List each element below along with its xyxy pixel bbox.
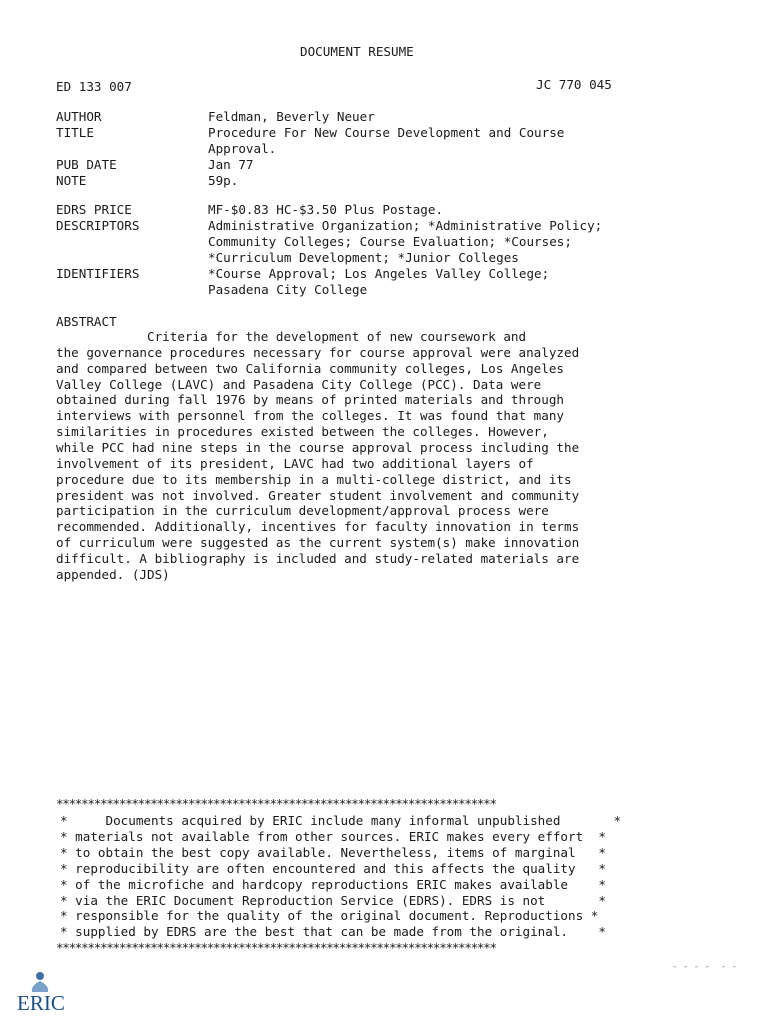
jc-number: JC 770 045: [536, 77, 612, 92]
eric-logo-text: ERIC: [17, 991, 65, 1015]
field-descriptors: [56, 218, 602, 234]
scan-mark: - - - - - -: [672, 962, 738, 972]
field-value: Administrative Organization; *Administrative Policy;: [208, 218, 603, 233]
field-identifiers: [56, 266, 549, 282]
field-edrs-price: [56, 202, 443, 218]
abstract-line: recommended. Additionally, incentives for faculty innovation in terms: [56, 519, 580, 534]
field-descriptors-cont: [56, 234, 572, 250]
field-note: [56, 173, 238, 189]
abstract-line: difficult. A bibliography is included and study-related materials are: [56, 551, 580, 566]
field-value: *Course Approval; Los Angeles Valley College;: [208, 266, 550, 281]
abstract-line: president was not involved. Greater student involvement and community: [56, 488, 580, 503]
disclaimer-line: * responsible for the quality of the original document. Reproductions *: [60, 908, 599, 923]
field-label: NOTE: [56, 173, 87, 188]
abstract-line: of curriculum were suggested as the current system(s) make innovation: [56, 535, 580, 550]
abstract-line: interviews with personnel from the colleges. It was found that many: [56, 408, 564, 423]
field-title: [56, 125, 564, 141]
field-value: Procedure For New Course Development and Course: [208, 125, 565, 140]
field-title-cont: [56, 141, 276, 157]
field-identifiers-cont: [56, 282, 367, 298]
field-label: PUB DATE: [56, 157, 117, 172]
disclaimer-line: * materials not available from other sources. ERIC makes every effort *: [60, 829, 606, 844]
field-author: [56, 109, 375, 125]
field-value: Feldman, Beverly Neuer: [208, 109, 375, 124]
field-value: Pasadena City College: [208, 282, 368, 297]
eric-logo: [14, 970, 66, 1016]
disclaimer-line: * of the microfiche and hardcopy reproductions ERIC makes available *: [60, 877, 606, 892]
field-value: 59p.: [208, 173, 239, 188]
disclaimer-line: * Documents acquired by ERIC include many informal unpublished *: [60, 813, 622, 828]
field-label: AUTHOR: [56, 109, 102, 124]
field-value: *Curriculum Development; *Junior Colleges: [208, 250, 519, 265]
disclaimer-border-top: **********************************************************************: [56, 796, 496, 811]
field-label: TITLE: [56, 125, 94, 140]
field-label: DESCRIPTORS: [56, 218, 140, 233]
field-label: EDRS PRICE: [56, 202, 132, 217]
field-label: IDENTIFIERS: [56, 266, 140, 281]
abstract-line: appended. (JDS): [56, 567, 170, 582]
abstract-line: participation in the curriculum development/approval process were: [56, 503, 549, 518]
abstract-line: Valley College (LAVC) and Pasadena City College (PCC). Data were: [56, 377, 542, 392]
abstract-line: procedure due to its membership in a multi-college district, and its: [56, 472, 572, 487]
abstract-line: Criteria for the development of new coursework and: [56, 329, 527, 344]
document-title: DOCUMENT RESUME: [300, 44, 414, 59]
abstract-line: the governance procedures necessary for course approval were analyzed: [56, 345, 580, 360]
disclaimer-line: * supplied by EDRS are the best that can be made from the original. *: [60, 924, 606, 939]
abstract-line: obtained during fall 1976 by means of printed materials and through: [56, 392, 564, 407]
abstract-line: and compared between two California community colleges, Los Angeles: [56, 361, 564, 376]
disclaimer-line: * to obtain the best copy available. Nevertheless, items of marginal *: [60, 845, 606, 860]
abstract-label: ABSTRACT: [56, 314, 117, 329]
eric-logo-figure-icon: [32, 972, 48, 992]
abstract-line: similarities in procedures existed between the colleges. However,: [56, 424, 549, 439]
field-value: Community Colleges; Course Evaluation; *Courses;: [208, 234, 572, 249]
field-pub-date: [56, 157, 254, 173]
disclaimer-line: * via the ERIC Document Reproduction Service (EDRS). EDRS is not *: [60, 893, 606, 908]
abstract-line: involvement of its president, LAVC had two additional layers of: [56, 456, 534, 471]
field-value: Jan 77: [208, 157, 254, 172]
disclaimer-line: * reproducibility are often encountered and this affects the quality *: [60, 861, 606, 876]
field-value: Approval.: [208, 141, 277, 156]
field-value: MF-$0.83 HC-$3.50 Plus Postage.: [208, 202, 444, 217]
field-descriptors-cont: [56, 250, 519, 266]
ed-number: ED 133 007: [56, 79, 132, 94]
disclaimer-border-bottom: **********************************************************************: [56, 940, 496, 955]
abstract-line: while PCC had nine steps in the course approval process including the: [56, 440, 580, 455]
